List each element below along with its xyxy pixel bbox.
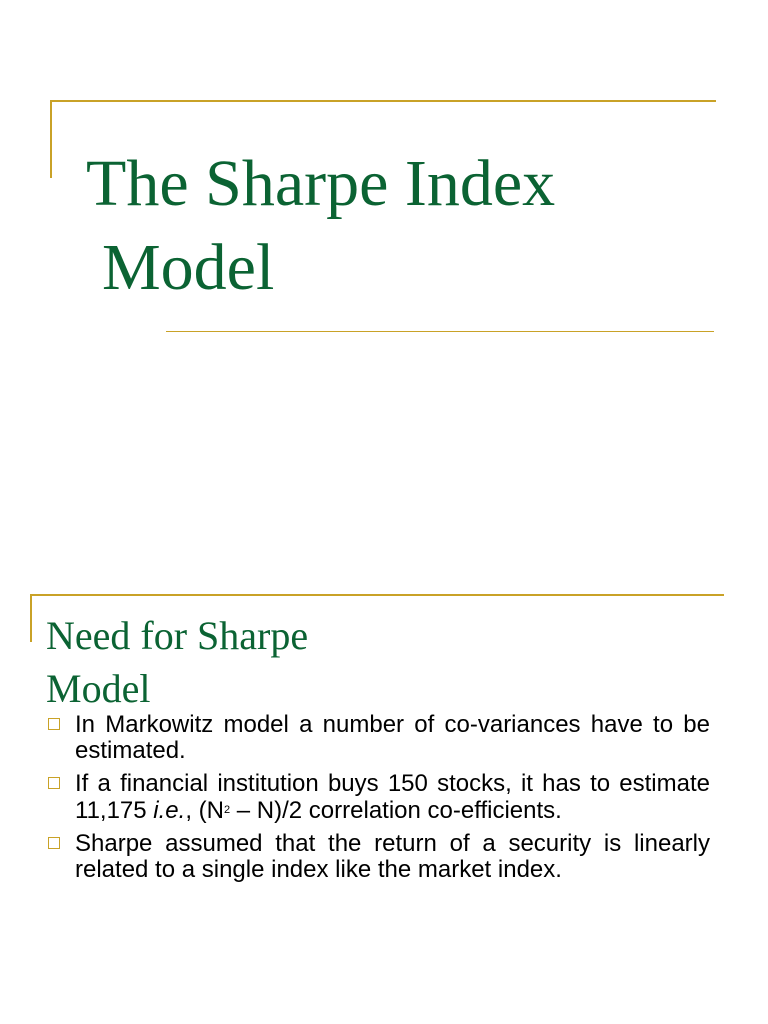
bullet-text-part: If a financial institution buys 150 stocks, it has to estimate 11,175 bbox=[75, 770, 710, 824]
bullet-list bbox=[46, 712, 710, 890]
bullet-item bbox=[46, 771, 710, 824]
bullet-text-part: , (N bbox=[185, 797, 224, 824]
square-bullet-icon bbox=[48, 718, 60, 730]
bullet-text-part: – N)/2 correlation co-efficients. bbox=[230, 797, 562, 824]
superscript-exponent: 2 bbox=[223, 804, 231, 816]
accent-rule-top bbox=[50, 100, 716, 102]
bullet-italic-ie: i.e. bbox=[153, 797, 186, 824]
slide-title-line-1: The Sharpe Index bbox=[86, 147, 556, 220]
accent-rule-top bbox=[30, 594, 724, 596]
slide-title bbox=[86, 142, 726, 310]
section-title-line-2: Model bbox=[46, 666, 151, 711]
bullet-item bbox=[46, 712, 710, 764]
content-slide bbox=[0, 576, 768, 1024]
section-title-line-1: Need for Sharpe bbox=[46, 613, 309, 658]
section-title bbox=[46, 609, 466, 715]
bullet-item bbox=[46, 831, 710, 883]
bullet-text: In Markowitz model a number of co-variances have to be estimated. bbox=[75, 711, 710, 764]
accent-rule-left bbox=[50, 100, 52, 178]
accent-rule-bottom bbox=[166, 331, 714, 332]
slide-title-line-2: Model bbox=[102, 231, 275, 304]
square-bullet-icon bbox=[48, 837, 60, 849]
square-bullet-icon bbox=[48, 777, 60, 789]
bullet-text: Sharpe assumed that the return of a security is linearly related to a single index like the market index. bbox=[75, 830, 710, 883]
accent-rule-left bbox=[30, 594, 32, 642]
